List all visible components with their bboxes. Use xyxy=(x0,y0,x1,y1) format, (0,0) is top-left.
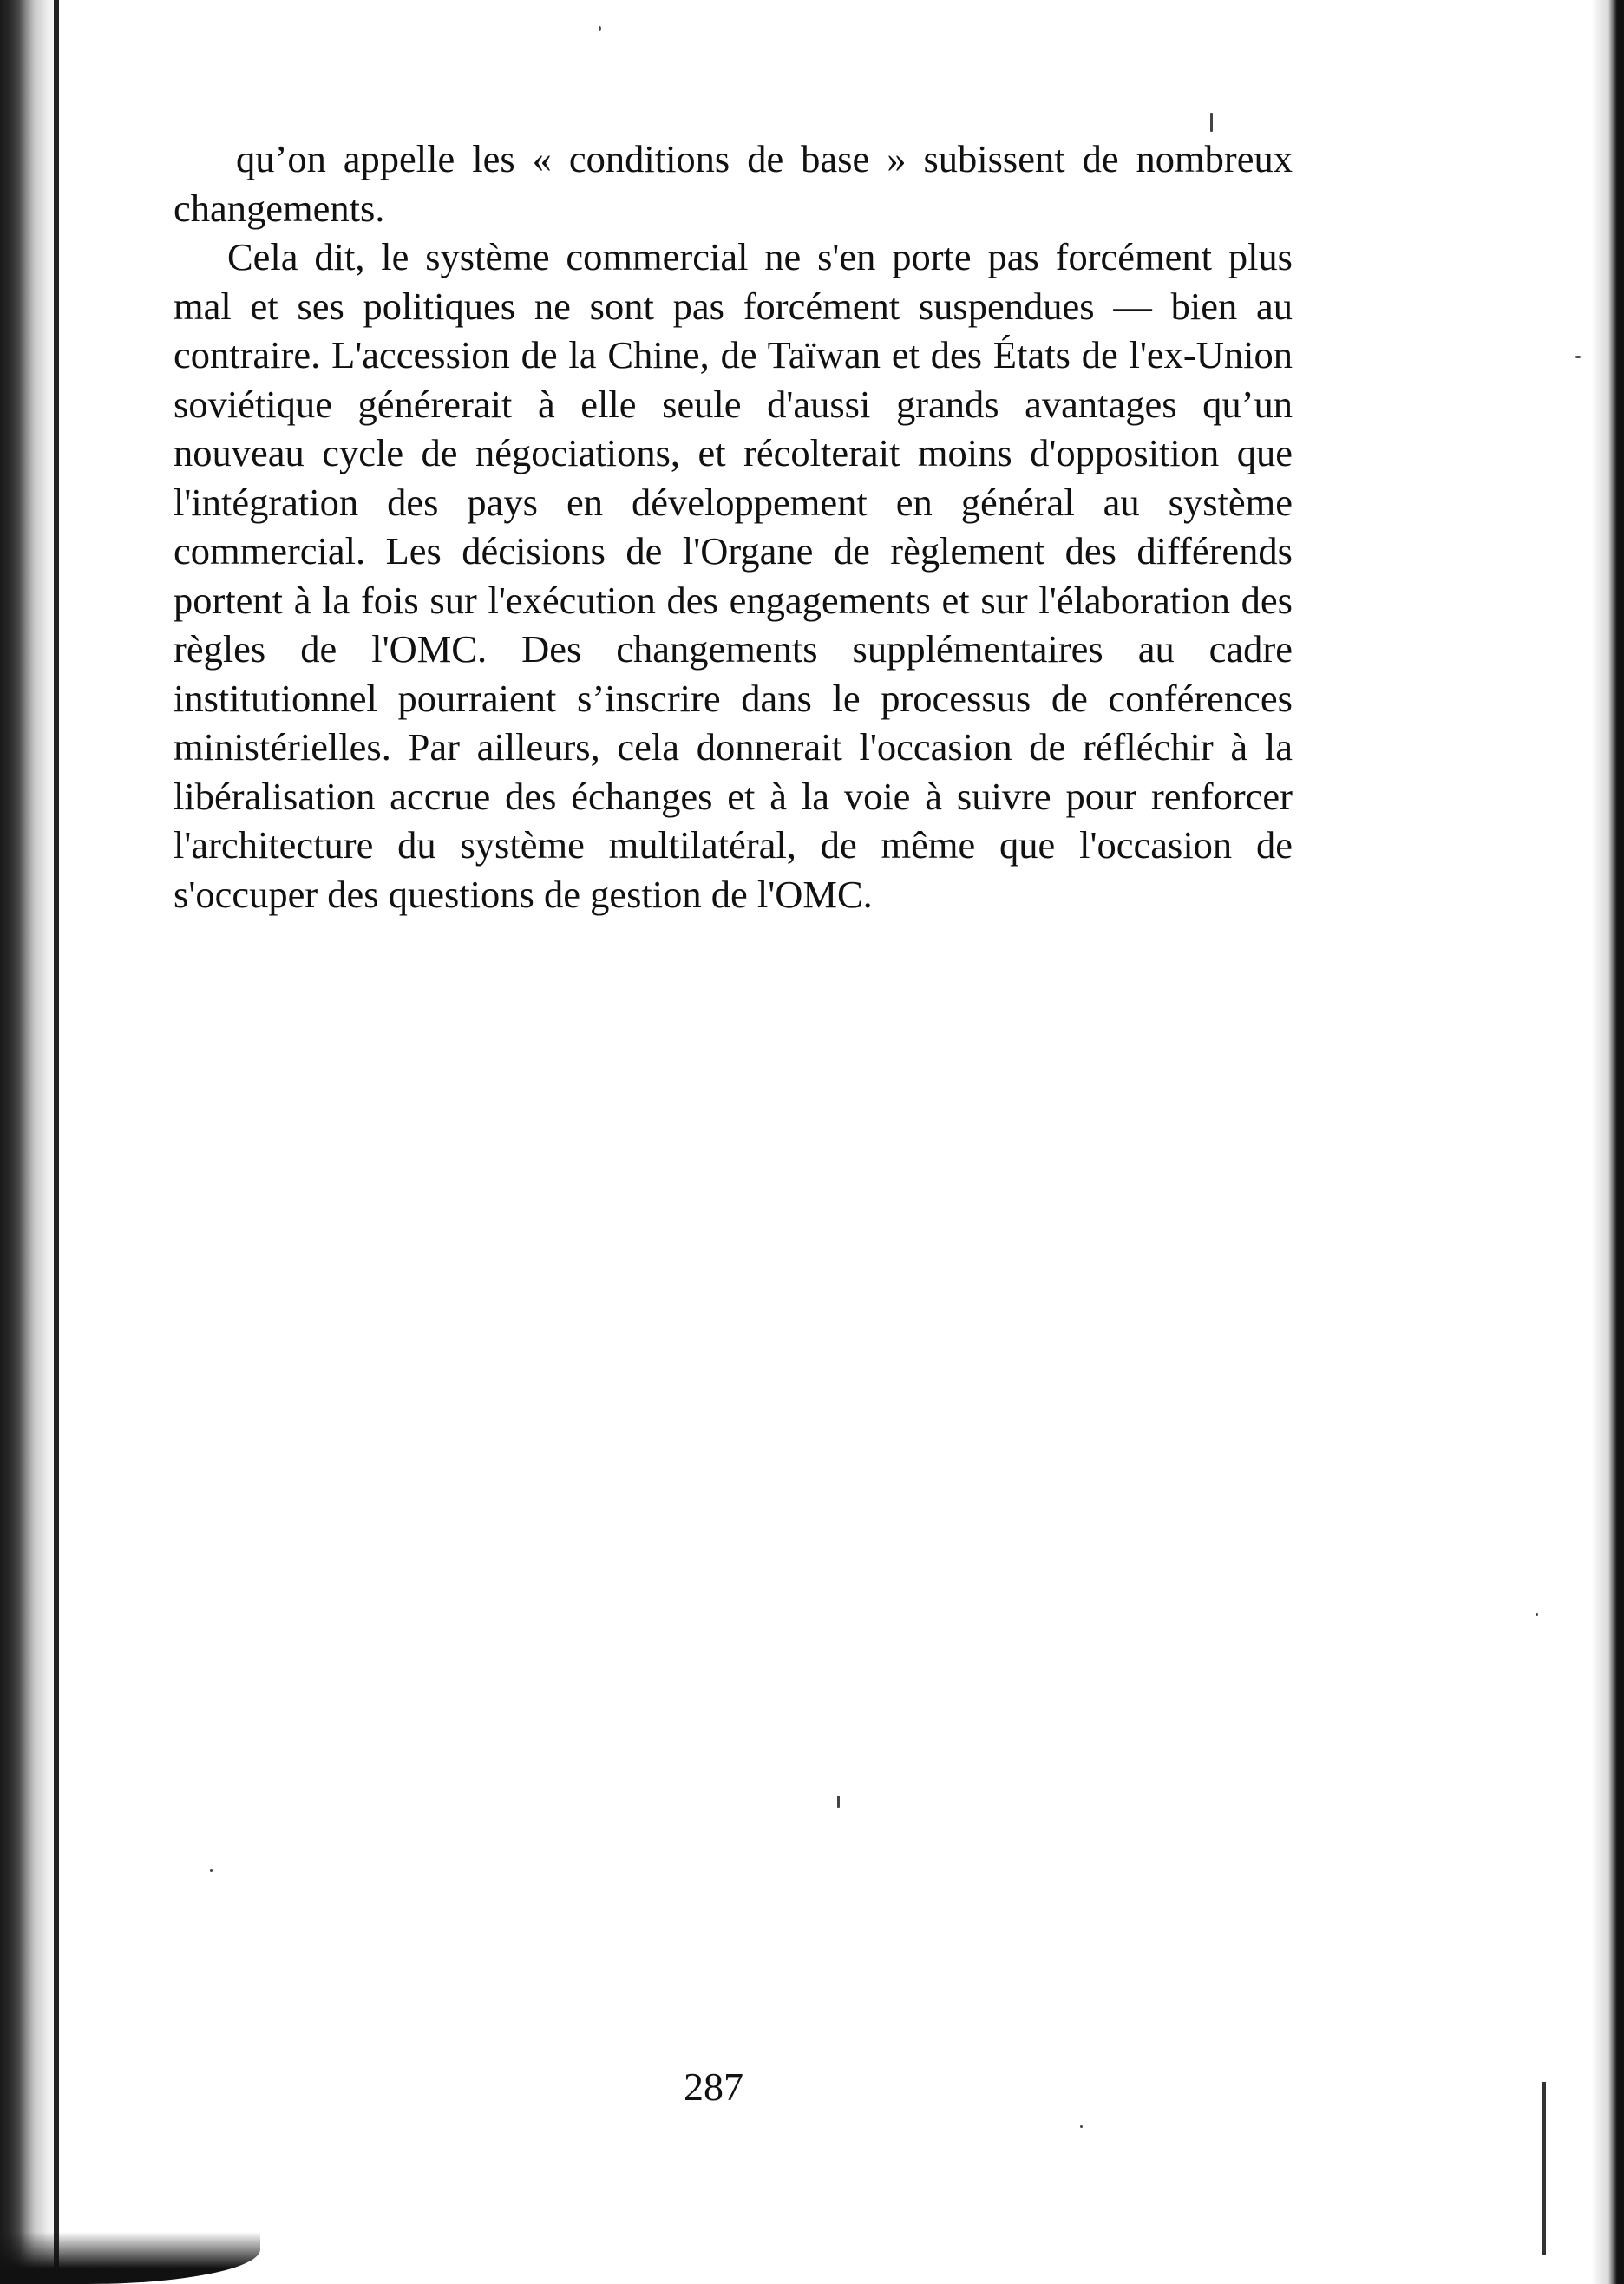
scan-speck xyxy=(1080,2125,1083,2128)
scan-speck xyxy=(837,1796,840,1808)
paragraph: Cela dit, le système commercial ne s'en porte pas forcément plus mal et ses politiques ne sont pas forcément suspendues — bien au contraire. L'accession de la Chine, de Taïwan et des États de l'ex-Union soviétique générerait à elle seule d'aussi grands avantages qu’un nouveau cycle de négociations, et récolterait moins d'opposition que l'intégration des pays en développement en général au système commercial. Les décisions de l'Organe de règlement des différends portent à la fois sur l'exécution des engagements et sur l'élaboration des règles de l'OMC. Des changements supplémentaires au cadre institutionnel pourraient s’inscrire dans le processus de conférences ministérielles. Par ailleurs, cela donnerait l'occasion de réfléchir à la libéralisation accrue des échanges et à la voie à suivre pour renforcer l'architecture du système multilatéral, de même que l'occasion de s'occuper des questions de gestion de l'OMC. xyxy=(174,235,1293,916)
book-binding-shadow xyxy=(0,0,61,2284)
body-text xyxy=(174,134,1293,919)
paragraph-continued: qu’on appelle les « conditions de base » subissent de nombreux changements. xyxy=(174,137,1293,230)
scan-speck xyxy=(599,26,601,31)
scan-speck xyxy=(1210,113,1213,132)
scan-speck xyxy=(1536,1613,1538,1616)
page-right-edge xyxy=(1591,0,1624,2284)
page-curl-shadow xyxy=(0,2232,260,2284)
page-number: 287 xyxy=(684,2065,743,2109)
scan-edge-mark xyxy=(1542,2082,1546,2255)
scan-speck xyxy=(1575,356,1581,358)
book-binding-line xyxy=(54,0,59,2284)
scan-speck xyxy=(210,1869,213,1872)
